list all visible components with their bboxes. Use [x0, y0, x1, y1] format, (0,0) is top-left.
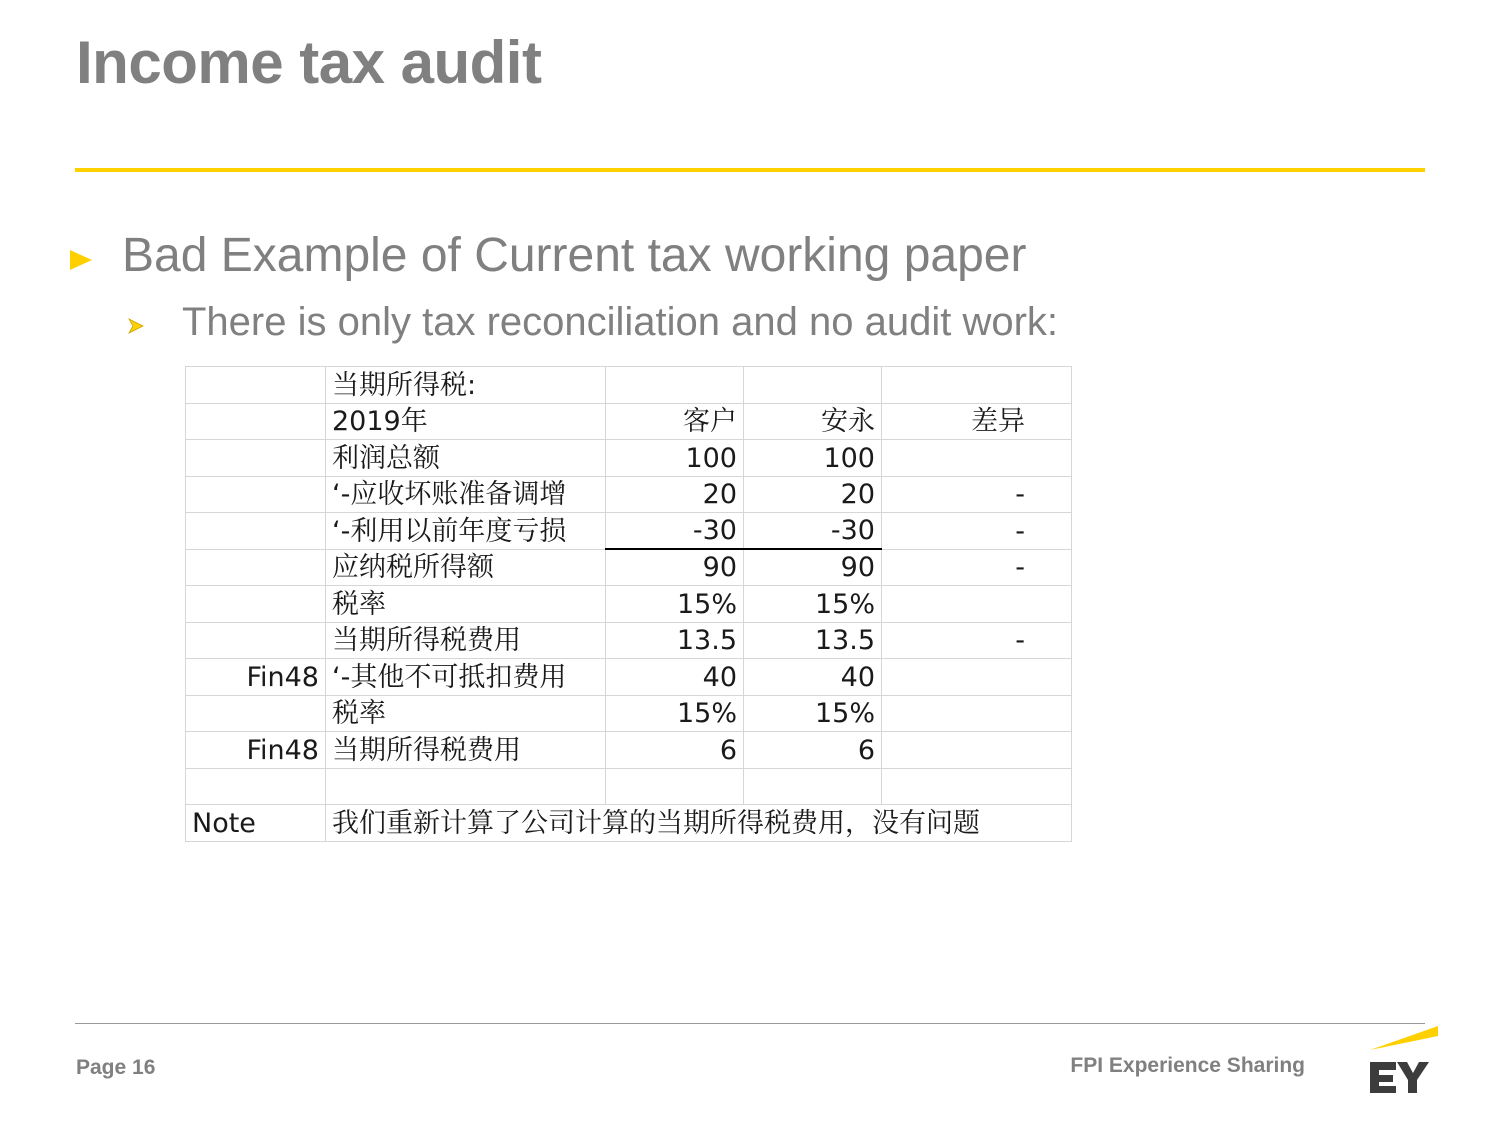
triangle-bullet-icon — [70, 250, 92, 270]
table-cell: 当期所得税费用 — [326, 622, 606, 659]
table-cell: 15% — [744, 695, 882, 732]
table-row — [186, 732, 1072, 769]
table-cell: - — [882, 622, 1072, 659]
note-label: Note — [186, 805, 326, 842]
table-cell: 15% — [606, 695, 744, 732]
table-cell — [186, 768, 326, 805]
table-cell — [882, 659, 1072, 696]
table-cell: 15% — [606, 586, 744, 623]
table-cell — [882, 732, 1072, 769]
table-cell: 当期所得税: — [326, 367, 606, 404]
table-cell — [186, 403, 326, 440]
table-cell: 6 — [744, 732, 882, 769]
table-cell: 20 — [606, 476, 744, 513]
table-row — [186, 768, 1072, 805]
table-cell — [882, 367, 1072, 404]
table-cell — [744, 768, 882, 805]
table-cell: - — [882, 476, 1072, 513]
table-row — [186, 659, 1072, 696]
table-row — [186, 440, 1072, 477]
table-cell: 40 — [744, 659, 882, 696]
table-cell: Fin48 — [186, 659, 326, 696]
table-cell — [606, 768, 744, 805]
table-cell — [186, 367, 326, 404]
table-cell: -30 — [606, 513, 744, 550]
table-cell: 40 — [606, 659, 744, 696]
table-row — [186, 549, 1072, 586]
table-cell: ‘-其他不可抵扣费用 — [326, 659, 606, 696]
footer-caption: FPI Experience Sharing — [1070, 1054, 1305, 1077]
table-cell: 90 — [744, 549, 882, 586]
footer-divider — [75, 1023, 1425, 1024]
table-cell: 90 — [606, 549, 744, 586]
bullet-level1-text: Bad Example of Current tax working paper — [122, 229, 1027, 282]
table-cell: 13.5 — [606, 622, 744, 659]
table-row — [186, 513, 1072, 550]
bullet-level2 — [128, 300, 1058, 345]
tax-reconciliation-table — [185, 366, 1072, 842]
table-cell — [606, 367, 744, 404]
table-cell: Fin48 — [186, 732, 326, 769]
bullet-level2-text: There is only tax reconciliation and no audit work: — [182, 300, 1059, 344]
table-cell: - — [882, 549, 1072, 586]
table-cell: 2019年 — [326, 403, 606, 440]
note-row — [186, 805, 1072, 842]
table-row — [186, 403, 1072, 440]
table-row — [186, 476, 1072, 513]
table-cell: 利润总额 — [326, 440, 606, 477]
table-cell — [882, 440, 1072, 477]
title-underline — [75, 168, 1425, 172]
table-cell — [326, 768, 606, 805]
table-cell — [882, 695, 1072, 732]
note-text: 我们重新计算了公司计算的当期所得税费用，没有问题 — [326, 805, 1072, 842]
table-cell: 应纳税所得额 — [326, 549, 606, 586]
table-row — [186, 622, 1072, 659]
table-cell: 20 — [744, 476, 882, 513]
slide-title: Income tax audit — [76, 29, 542, 96]
table-cell — [186, 513, 326, 550]
table-cell: 15% — [744, 586, 882, 623]
table-cell: 安永 — [744, 403, 882, 440]
table-row — [186, 586, 1072, 623]
table-cell: - — [882, 513, 1072, 550]
table-cell — [186, 622, 326, 659]
table-cell: 100 — [744, 440, 882, 477]
table-row — [186, 367, 1072, 404]
table-cell — [186, 549, 326, 586]
table-cell: 税率 — [326, 586, 606, 623]
table-cell: 6 — [606, 732, 744, 769]
table-cell: ‘-利用以前年度亏损 — [326, 513, 606, 550]
table-cell: 100 — [606, 440, 744, 477]
table-cell — [186, 586, 326, 623]
table-cell: 当期所得税费用 — [326, 732, 606, 769]
table-cell — [186, 476, 326, 513]
table-cell: 客户 — [606, 403, 744, 440]
arrowhead-bullet-icon — [128, 318, 144, 334]
table-row — [186, 695, 1072, 732]
table-cell: -30 — [744, 513, 882, 550]
table-cell — [744, 367, 882, 404]
table-cell: 税率 — [326, 695, 606, 732]
table-cell: 13.5 — [744, 622, 882, 659]
table-cell — [186, 695, 326, 732]
table-cell: 差异 — [882, 403, 1072, 440]
table-cell — [186, 440, 326, 477]
table-cell — [882, 768, 1072, 805]
page-number: Page 16 — [76, 1056, 156, 1079]
table-cell — [882, 586, 1072, 623]
bullet-level1 — [70, 228, 1026, 283]
table-cell: ‘-应收坏账准备调增 — [326, 476, 606, 513]
ey-logo — [1366, 1022, 1440, 1094]
